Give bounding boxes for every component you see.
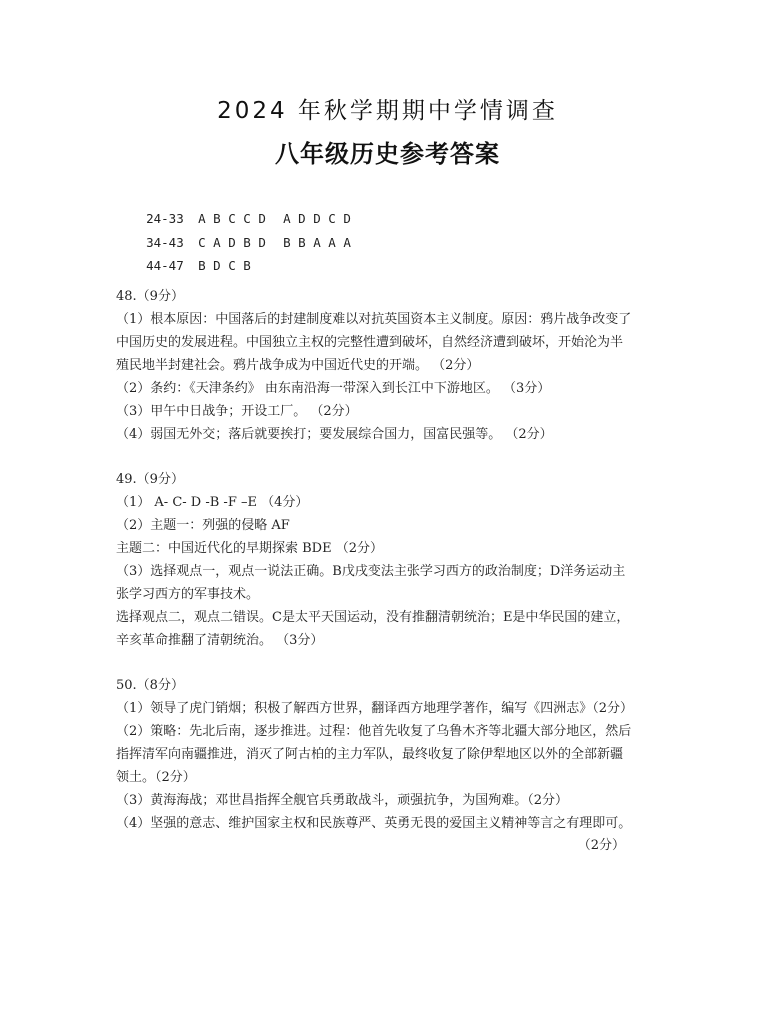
q48-line: （3）甲午中日战争；开设工厂。 （2分） xyxy=(116,404,358,419)
q48-line: 中国历史的发展进程。中国独立主权的完整性遭到破坏，自然经济遭到破坏，开始沦为半 xyxy=(116,335,624,350)
mc-range: 24-33 xyxy=(146,211,184,226)
mc-range: 34-43 xyxy=(146,235,184,250)
mc-answers-b: B B A A A xyxy=(283,235,351,250)
q49-line: 张学习西方的军事技术。 xyxy=(116,587,260,602)
q50-line: 领土。（2分） xyxy=(116,770,196,785)
q49-line: （3）选择观点一，观点一说法正确。B戊戌变法主张学习西方的政治制度；D洋务运动主 xyxy=(116,564,626,579)
q48-line: （1）根本原因：中国落后的封建制度难以对抗英国资本主义制度。原因：鸦片战争改变了 xyxy=(116,312,632,327)
document-subtitle: 八年级历史参考答案 xyxy=(275,140,500,168)
q48-line: （4）弱国无外交；落后就要挨打；要发展综合国力，国富民强等。 （2分） xyxy=(116,427,553,442)
mc-answers-b: A D D C D xyxy=(283,211,351,226)
q49-line: 主题二：中国近代化的早期探索 BDE （2分） xyxy=(116,541,384,556)
mc-answers-a: C A D B D xyxy=(198,235,266,250)
q49-line: （2）主题一：列强的侵略 AF xyxy=(116,518,290,533)
q50-line: （3）黄海海战；邓世昌指挥全舰官兵勇敢战斗，顽强抗争，为国殉难。（2分） xyxy=(116,793,569,808)
q49-line: 辛亥革命推翻了清朝统治。 （3分） xyxy=(116,633,324,648)
mc-answers-a: A B C C D xyxy=(198,211,266,226)
q48-line: （2）条约：《天津条约》 由东南沿海一带深入到长江中下游地区。 （3分） xyxy=(116,381,551,396)
q50-line: （1）领导了虎门销烟；积极了解西方世界，翻译西方地理学著作，编写《四洲志》（2分） xyxy=(116,701,634,716)
document-title: 2024 年秋学期期中学情调查 xyxy=(217,98,558,124)
mc-answers-a: B D C B xyxy=(198,258,251,273)
mc-row xyxy=(116,243,283,288)
q49-heading: 49.（9分） xyxy=(116,472,184,487)
q48-heading: 48.（9分） xyxy=(116,289,184,304)
q50-score: （2分） xyxy=(577,838,625,853)
q50-line: （4）坚强的意志、维护国家主权和民族尊严、英勇无畏的爱国主义精神等言之有理即可。 xyxy=(116,816,632,831)
q50-line: 指挥清军向南疆推进，消灭了阿古柏的主力军队，最终收复了除伊犁地区以外的全部新疆 xyxy=(116,747,624,762)
q49-line: 选择观点二，观点二错误。C是太平天国运动，没有推翻清朝统治；E是中华民国的建立， xyxy=(116,610,630,625)
q50-line: （2）策略：先北后南，逐步推进。过程：他首先收复了乌鲁木齐等北疆大部分地区，然后 xyxy=(116,724,632,739)
q50-heading: 50.（8分） xyxy=(116,678,184,693)
q49-line: （1） A- C- D -B -F –E （4分） xyxy=(116,495,309,510)
mc-range: 44-47 xyxy=(146,258,184,273)
q48-line: 殖民地半封建社会。鸦片战争成为中国近代史的开端。 （2分） xyxy=(116,358,480,373)
